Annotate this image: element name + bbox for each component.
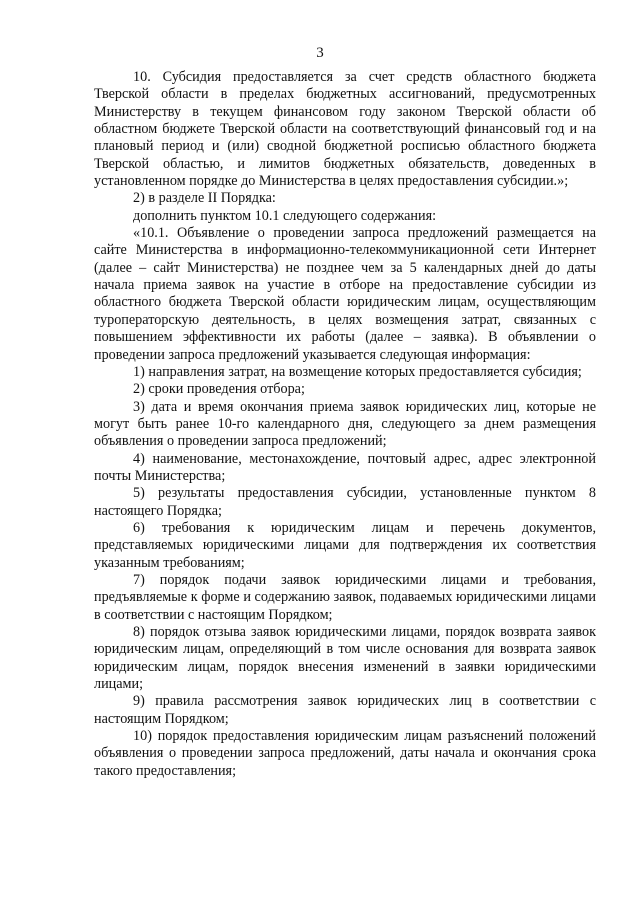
list-item-4: 4) наименование, местонахождение, почтовый адрес, адрес электронной почты Министерства;	[94, 450, 596, 484]
document-body	[94, 69, 596, 780]
paragraph-add-10-1: дополнить пунктом 10.1 следующего содержания:	[133, 207, 437, 224]
list-item-6: 6) требования к юридическим лицам и перечень документов, представляемых юридическими лицами для подтверждения их соответствия указанным требованиям;	[94, 519, 596, 571]
paragraph-item-10: 10. Субсидия предоставляется за счет средств областного бюджета Тверской области в пределах бюджетных ассигнований, предусмотренных Министерству в текущем финансовом году законом Тверской области об областном бюджете Тверской области на соответствующий финансовый год и на плановый период и (или) сводной бюджетной росписью областного бюджета Тверской областью, и лимитов бюджетных обязательств, доведенных в установленном порядке до Министерства в целях предоставления субсидии.»;	[94, 69, 596, 190]
list-item-9: 9) правила рассмотрения заявок юридических лиц в соответствии с настоящим Порядком;	[94, 693, 596, 727]
list-item-7: 7) порядок подачи заявок юридическими лицами и требования, предъявляемые к форме и содержанию заявок, подаваемых юридическими лицами в соответствии с настоящим Порядком;	[94, 571, 596, 623]
paragraph-section-2: 2) в разделе II Порядка:	[133, 190, 276, 207]
paragraph-item-10-1: «10.1. Объявление о проведении запроса предложений размещается на сайте Министерства в информационно-телекоммуникационной сети Интернет (далее – сайт Министерства) не позднее чем за 5 календарных дней до даты начала приема заявок на участие в отборе на предоставление субсидии из областного бюджета Тверской области юридическим лицам, осуществляющим туроператорскую деятельность, в целях возмещения затрат, связанных с повышением эффективности их работы (далее – заявка). В объявлении о проведении запроса предложений указывается следующая информация:	[94, 225, 596, 363]
list-item-2: 2) сроки проведения отбора;	[133, 381, 305, 398]
list-item-3: 3) дата и время окончания приема заявок юридических лиц, которые не могут быть ранее 10-го календарного дня, следующего за днем размещения объявления о проведении запроса предложений;	[94, 398, 596, 450]
list-item-8: 8) порядок отзыва заявок юридическими лицами, порядок возврата заявок юридическим лицам, определяющий в том числе основания для возврата заявок юридическим лицам, порядок внесения изменений в заявки юридическими лицами;	[94, 624, 596, 693]
list-item-10: 10) порядок предоставления юридическим лицам разъяснений положений объявления о проведении запроса предложений, даты начала и окончания срока такого предоставления;	[94, 728, 596, 779]
page-number: 3	[316, 45, 324, 61]
list-item-5: 5) результаты предоставления субсидии, установленные пунктом 8 настоящего Порядка;	[94, 485, 596, 519]
list-item-1: 1) направления затрат, на возмещение которых предоставляется субсидия;	[133, 363, 582, 380]
